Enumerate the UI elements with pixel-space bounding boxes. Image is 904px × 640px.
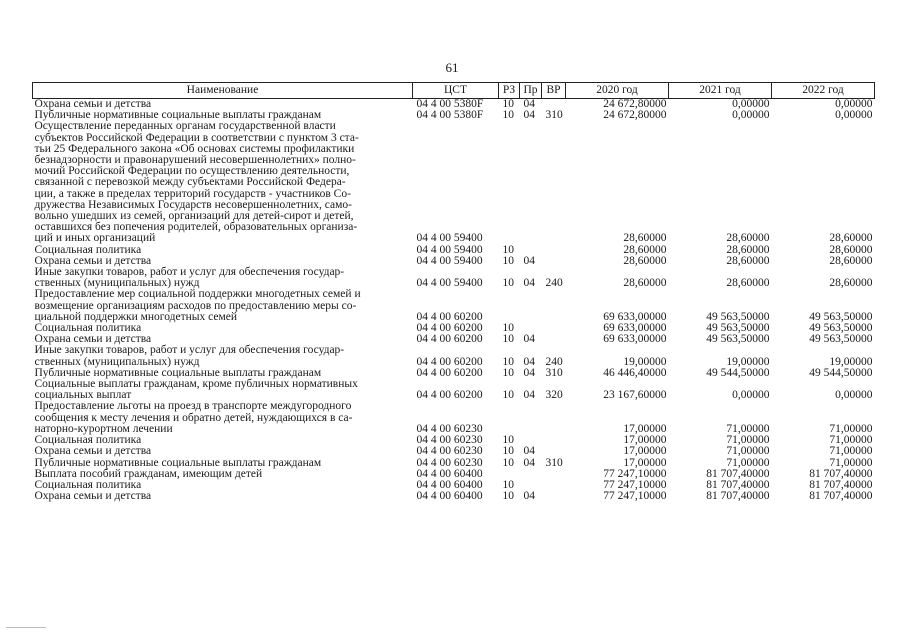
row-value-2020: 17,00000 xyxy=(623,456,667,469)
row-name: Охрана семьи и детства xyxy=(34,98,152,110)
row-value-2020: 69 633,00000 xyxy=(603,333,667,346)
row-value-2022: 81 707,40000 xyxy=(809,467,873,480)
row-code: 04 4 00 59400 xyxy=(416,243,483,256)
row-rz: 10 xyxy=(502,277,514,290)
row-code: 04 4 00 60400 xyxy=(416,478,483,491)
row-rz: 10 xyxy=(502,243,514,256)
row-name: Социальные выплаты гражданам, кроме публичных нормативных социальных выплат xyxy=(34,378,358,402)
row-pr: 04 xyxy=(523,109,535,122)
row-pr: 04 xyxy=(523,277,535,290)
row-pr xyxy=(520,289,542,323)
row-name: Выплата пособий гражданам, имеющим детей xyxy=(34,467,263,480)
row-code: 04 4 00 60230 xyxy=(416,422,483,435)
row-code: 04 4 00 60230 xyxy=(416,434,483,447)
row-name: Охрана семьи и детства xyxy=(34,333,152,346)
row-code: 04 4 00 59400 xyxy=(416,232,483,245)
row-vr xyxy=(542,469,566,480)
row-name: Иные закупки товаров, работ и услуг для обеспечения государ- ственных (муниципальных) нужд xyxy=(34,266,345,290)
row-rz: 10 xyxy=(502,445,514,458)
row-code: 04 4 00 60200 xyxy=(416,322,483,335)
row-value-2020: 77 247,10000 xyxy=(603,478,667,491)
table-row xyxy=(33,446,875,457)
row-value-2021: 49 563,50000 xyxy=(706,310,770,323)
row-value-2022: 71,00000 xyxy=(829,434,873,447)
row-rz: 10 xyxy=(502,478,514,491)
table-body xyxy=(33,99,875,503)
row-vr: 240 xyxy=(545,277,563,290)
row-rz: 10 xyxy=(502,490,514,503)
row-value-2020: 17,00000 xyxy=(623,434,667,447)
row-value-2021: 49 544,50000 xyxy=(706,366,770,379)
row-rz: 10 xyxy=(502,456,514,469)
row-vr xyxy=(542,289,566,323)
row-code: 04 4 00 60400 xyxy=(416,490,483,503)
row-code: 04 4 00 60200 xyxy=(416,310,483,323)
row-value-2021: 49 563,50000 xyxy=(706,322,770,335)
row-pr: 04 xyxy=(523,333,535,346)
row-name: Охрана семьи и детства xyxy=(34,490,152,503)
row-vr xyxy=(542,121,566,244)
row-pr: 04 xyxy=(523,490,535,503)
row-value-2021: 81 707,40000 xyxy=(706,490,770,503)
row-pr xyxy=(520,121,542,244)
row-vr xyxy=(542,401,566,435)
row-pr: 04 xyxy=(523,366,535,379)
row-name: Охрана семьи и детства xyxy=(34,445,152,458)
row-value-2020: 69 633,00000 xyxy=(603,322,667,335)
budget-table xyxy=(32,82,875,502)
row-value-2021: 71,00000 xyxy=(726,445,770,458)
table-row xyxy=(33,121,875,244)
scan-artifact xyxy=(6,627,46,628)
row-value-2021: 19,00000 xyxy=(726,355,770,368)
row-value-2022: 81 707,40000 xyxy=(809,478,873,491)
row-pr: 04 xyxy=(523,355,535,368)
row-name: Социальная политика xyxy=(34,434,142,447)
row-code: 04 4 00 60200 xyxy=(416,333,483,346)
table-header xyxy=(33,83,875,99)
row-value-2020: 19,00000 xyxy=(623,355,667,368)
row-value-2022: 0,00000 xyxy=(835,98,873,110)
header-2022: 2022 год xyxy=(772,83,875,99)
row-value-2020: 28,60000 xyxy=(623,243,667,256)
row-name: Предоставление льготы на проезд в транспорте междугородного сообщения к месту лечения и обратно детей, нуждающихся в са- наторно-курортном лечении xyxy=(34,400,353,435)
row-value-2022: 19,00000 xyxy=(829,355,873,368)
row-vr xyxy=(542,480,566,491)
row-value-2020: 28,60000 xyxy=(623,232,667,245)
row-vr xyxy=(542,435,566,446)
row-vr: 310 xyxy=(545,456,563,469)
row-value-2020: 24 672,80000 xyxy=(603,109,667,122)
row-vr xyxy=(542,334,566,345)
row-vr xyxy=(542,323,566,334)
row-vr: 310 xyxy=(545,366,563,379)
row-vr xyxy=(542,245,566,256)
row-name: Публичные нормативные социальные выплаты гражданам xyxy=(34,366,322,379)
row-value-2022: 49 563,50000 xyxy=(809,333,873,346)
row-rz: 10 xyxy=(502,98,514,110)
row-pr: 04 xyxy=(523,456,535,469)
row-value-2021: 28,60000 xyxy=(726,243,770,256)
row-name: Публичные нормативные социальные выплаты гражданам xyxy=(34,456,322,469)
table-row xyxy=(33,401,875,435)
row-pr: 04 xyxy=(523,445,535,458)
row-rz: 10 xyxy=(502,389,514,402)
row-value-2021: 81 707,40000 xyxy=(706,478,770,491)
row-value-2020: 77 247,10000 xyxy=(603,467,667,480)
row-name: Осуществление переданных органам государственной власти субъектов Российской Федерации в соответствии с пунктом 3 ста- тьи 25 Федерального закона «Об основах системы профилактики безнадзорности и правонарушений несовершеннолетних» полно- мочий Российской Федерации по осуществлению деятельности, связанной с перевозкой между субъектами Российской Федера- ции, а также в пределах территорий государств - участников Со- дружества Независимых Государств несовершеннолетних, само- вольно ушедших из семей, организаций для детей-сирот и детей, оставшихся без попечения родителей, образовательных организа- ций и иных организаций xyxy=(34,120,359,245)
header-code: ЦСТ xyxy=(413,83,499,99)
table-row xyxy=(33,345,875,367)
row-value-2022: 28,60000 xyxy=(829,232,873,245)
row-value-2021: 71,00000 xyxy=(726,456,770,469)
row-vr xyxy=(542,446,566,457)
row-code: 04 4 00 59400 xyxy=(416,254,483,267)
row-rz: 10 xyxy=(502,254,514,267)
row-code: 04 4 00 60200 xyxy=(416,366,483,379)
row-value-2020: 17,00000 xyxy=(623,422,667,435)
row-rz: 10 xyxy=(502,109,514,122)
row-value-2021: 0,00000 xyxy=(732,389,770,402)
row-value-2020: 23 167,60000 xyxy=(603,389,667,402)
row-code: 04 4 00 60400 xyxy=(416,467,483,480)
row-value-2022: 71,00000 xyxy=(829,445,873,458)
row-value-2021: 0,00000 xyxy=(732,109,770,122)
header-pr: Пр xyxy=(520,83,542,99)
row-value-2022: 71,00000 xyxy=(829,422,873,435)
row-value-2020: 77 247,10000 xyxy=(603,490,667,503)
header-vr: ВР xyxy=(542,83,566,99)
table-row xyxy=(33,491,875,502)
row-code: 04 4 00 60230 xyxy=(416,456,483,469)
row-value-2020: 69 633,00000 xyxy=(603,310,667,323)
row-vr: 240 xyxy=(545,355,563,368)
row-value-2021: 28,60000 xyxy=(726,232,770,245)
page-number: 61 xyxy=(445,60,459,75)
row-pr: 04 xyxy=(523,254,535,267)
row-value-2022: 81 707,40000 xyxy=(809,490,873,503)
row-value-2020: 28,60000 xyxy=(623,254,667,267)
row-code: 04 4 00 60200 xyxy=(416,355,483,368)
row-pr xyxy=(520,401,542,435)
row-value-2022: 0,00000 xyxy=(835,109,873,122)
row-pr: 04 xyxy=(523,389,535,402)
header-rz: РЗ xyxy=(499,83,520,99)
row-pr: 04 xyxy=(523,98,535,110)
row-rz xyxy=(499,121,520,244)
row-value-2022: 28,60000 xyxy=(829,254,873,267)
row-value-2022: 0,00000 xyxy=(835,389,873,402)
row-pr xyxy=(520,469,542,480)
row-value-2021: 71,00000 xyxy=(726,434,770,447)
table-row xyxy=(33,379,875,401)
row-value-2020: 24 672,80000 xyxy=(603,98,667,110)
row-name: Охрана семьи и детства xyxy=(34,254,152,267)
row-name: Социальная политика xyxy=(34,322,142,335)
header-name: Наименование xyxy=(33,83,413,99)
row-value-2020: 46 446,40000 xyxy=(603,366,667,379)
row-vr: 320 xyxy=(545,389,563,402)
row-rz: 10 xyxy=(502,434,514,447)
row-name: Предоставление мер социальной поддержки многодетных семей и возмещение организациям расходов по предоставлению меры со- циальной поддержки многодетных семей xyxy=(34,288,361,323)
row-code: 04 4 00 60230 xyxy=(416,445,483,458)
row-rz: 10 xyxy=(502,333,514,346)
row-value-2020: 17,00000 xyxy=(623,445,667,458)
row-vr xyxy=(542,491,566,502)
row-value-2022: 28,60000 xyxy=(829,277,873,290)
row-value-2022: 49 563,50000 xyxy=(809,310,873,323)
row-code: 04 4 00 60200 xyxy=(416,389,483,402)
row-value-2020: 28,60000 xyxy=(623,277,667,290)
table-row xyxy=(33,289,875,323)
row-value-2021: 71,00000 xyxy=(726,422,770,435)
row-value-2021: 28,60000 xyxy=(726,254,770,267)
table-row xyxy=(33,267,875,289)
row-value-2022: 28,60000 xyxy=(829,243,873,256)
row-value-2022: 49 563,50000 xyxy=(809,322,873,335)
row-code: 04 4 00 5380F xyxy=(416,98,484,110)
row-rz xyxy=(499,289,520,323)
row-value-2021: 81 707,40000 xyxy=(706,467,770,480)
header-2020: 2020 год xyxy=(566,83,669,99)
row-value-2021: 28,60000 xyxy=(726,277,770,290)
row-rz xyxy=(499,401,520,435)
row-vr xyxy=(542,256,566,267)
row-code: 04 4 00 5380F xyxy=(416,109,484,122)
row-name: Социальная политика xyxy=(34,243,142,256)
row-name: Иные закупки товаров, работ и услуг для обеспечения государ- ственных (муниципальных) нужд xyxy=(34,344,345,368)
row-value-2021: 0,00000 xyxy=(732,98,770,110)
row-value-2022: 71,00000 xyxy=(829,456,873,469)
row-rz: 10 xyxy=(502,366,514,379)
row-code: 04 4 00 59400 xyxy=(416,277,483,290)
row-rz: 10 xyxy=(502,322,514,335)
row-vr: 310 xyxy=(545,109,563,122)
row-rz: 10 xyxy=(502,355,514,368)
header-2021: 2021 год xyxy=(669,83,772,99)
row-name: Публичные нормативные социальные выплаты гражданам xyxy=(34,109,322,122)
row-value-2022: 49 544,50000 xyxy=(809,366,873,379)
row-value-2021: 49 563,50000 xyxy=(706,333,770,346)
row-name: Социальная политика xyxy=(34,478,142,491)
